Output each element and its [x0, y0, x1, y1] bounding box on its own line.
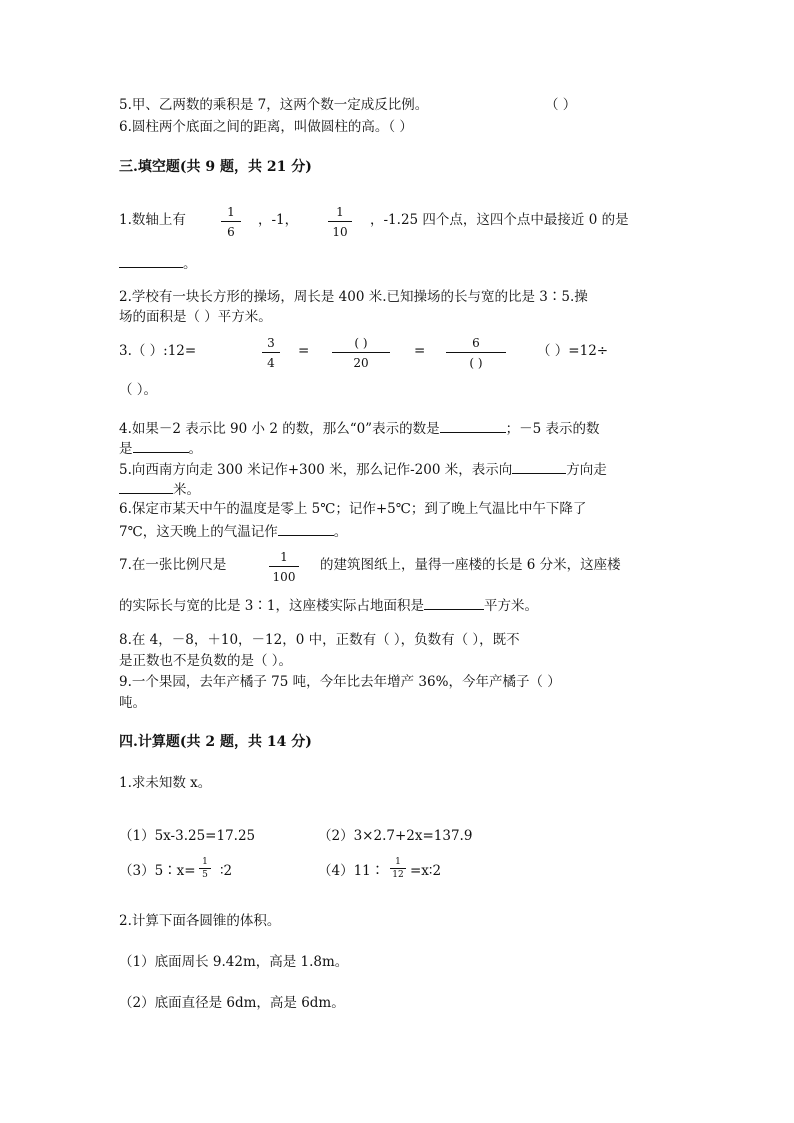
- answer-blank[interactable]: [133, 438, 189, 453]
- fill-q8-line2: 是正数也不是负数的是（ ）。: [119, 653, 293, 669]
- equation-3: （3）5∶x=: [119, 863, 196, 879]
- fill-q3-line2: （ ）。: [119, 382, 158, 398]
- answer-blank[interactable]: [119, 253, 183, 268]
- fill-q1-prefix: 1.数轴上有: [119, 212, 186, 228]
- equation-2: （2）3×2.7+2x=137.9: [318, 828, 473, 844]
- fill-q7-prefix: 7.在一张比例尺是: [119, 557, 227, 573]
- equation-3-suffix: ∶2: [220, 863, 233, 879]
- answer-blank[interactable]: [119, 479, 173, 494]
- equals-sign: =: [414, 343, 426, 359]
- answer-blank[interactable]: [424, 595, 484, 610]
- fill-q1-answer-line[interactable]: 。: [119, 253, 197, 273]
- fill-q4-line2: 是 。: [119, 438, 202, 458]
- fill-q2-line2: 场的面积是（ ）平方米。: [119, 309, 272, 325]
- fill-q7-line2: 的实际长与宽的比是 3∶1，这座楼实际占地面积是 平方米。: [119, 595, 538, 615]
- fill-q6-line2: 7℃，这天晚上的气温记作 。: [119, 521, 347, 541]
- fill-q9-line1: 9.一个果园，去年产橘子 75 吨，今年比去年增产 36%，今年产橘子（ ）: [119, 674, 561, 690]
- fill-q7-suffix: 的建筑图纸上，量得一座楼的长是 6 分米，这座楼: [320, 557, 621, 573]
- fill-q3-prefix: 3.（ ）:12=: [119, 343, 197, 359]
- section-heading-fill-blank: 三.填空题(共 9 题，共 21 分): [119, 159, 312, 175]
- answer-blank[interactable]: [440, 418, 506, 433]
- fill-q8-line1: 8.在 4，－8，＋10，－12，0 中，正数有（ ），负数有（ ），既不: [119, 632, 520, 648]
- fill-q1-mid2: ，-1.25 四个点，这四个点中最接近 0 的是: [370, 212, 629, 228]
- judge-item-5: 5.甲、乙两数的乘积是 7，这两个数一定成反比例。: [119, 97, 429, 113]
- calc-q2: 2.计算下面各圆锥的体积。: [119, 913, 281, 929]
- fraction-1-10: 1 10: [328, 205, 352, 239]
- fill-q5-line2: 米。: [119, 479, 200, 499]
- calc-q2-part1: （1）底面周长 9.42m，高是 1.8m。: [119, 954, 349, 970]
- fill-q6-line1: 6.保定市某天中午的温度是零上 5℃；记作+5℃；到了晚上气温比中午下降了: [119, 501, 587, 517]
- judge-item-5-paren[interactable]: （ ）: [545, 97, 577, 113]
- answer-blank[interactable]: [512, 459, 566, 474]
- calc-q1: 1.求未知数 x。: [119, 775, 212, 791]
- equals-sign: =: [298, 343, 310, 359]
- section-heading-calculation: 四.计算题(共 2 题，共 14 分): [119, 734, 312, 750]
- fraction-6-blank[interactable]: 6 ( ): [446, 336, 506, 370]
- fill-q9-line2: 吨。: [119, 695, 146, 711]
- fraction-1-6: 1 6: [221, 205, 241, 239]
- equation-4-suffix: =x∶2: [410, 863, 442, 879]
- equation-4: （4）11∶: [318, 863, 385, 879]
- fraction-blank-20[interactable]: ( ) 20: [332, 336, 390, 370]
- fill-q3-tail: （ ）=12÷: [537, 343, 609, 359]
- answer-blank[interactable]: [278, 521, 334, 536]
- fill-q1-mid1: ，-1，: [258, 212, 299, 228]
- judge-item-6: 6.圆柱两个底面之间的距离，叫做圆柱的高。（ ）: [119, 119, 413, 135]
- fraction-3-4: 3 4: [262, 336, 280, 370]
- equation-1: （1）5x-3.25=17.25: [119, 828, 256, 844]
- fill-q5-line1: 5.向西南方向走 300 米记作+300 米，那么记作-200 米，表示向 方向走: [119, 459, 607, 479]
- fraction-1-5: 1 5: [199, 857, 211, 880]
- fraction-1-100: 1 100: [269, 550, 299, 584]
- calc-q2-part2: （2）底面直径是 6dm，高是 6dm。: [119, 995, 345, 1011]
- fill-q4-line1: 4.如果－2 表示比 90 小 2 的数，那么“0”表示的数是 ；－5 表示的数: [119, 418, 599, 438]
- fill-q2-line1: 2.学校有一块长方形的操场，周长是 400 米.已知操场的长与宽的比是 3∶5.操: [119, 289, 588, 305]
- fraction-1-12: 1 12: [390, 857, 406, 880]
